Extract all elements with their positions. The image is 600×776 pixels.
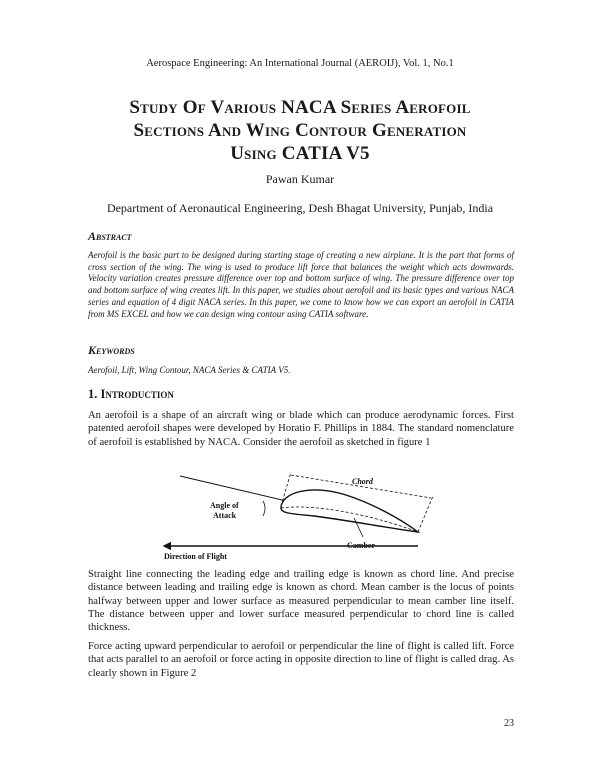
abstract-text: Aerofoil is the basic part to be designed during starting stage of creating a new airplane. It is the part that forms of cross section of the wing. The wing is used to produce lift force that balances the weight which acts downwards. Velocity variation creates pressure difference over top and bottom surface of wing. The pressure difference over top and bottom surface of wing creates lift. In this paper, we studies about aerofoil and its basic types and various NACA series and equation of 4 digit NACA series. In this paper, we come to know how we can export an aerofoil in CATIA from MS EXCEL and how we can design wing contour using CATIA software. [88,250,514,319]
title-line-2: Sections And Wing Contour Generation [133,120,467,141]
running-header: Aerospace Engineering: An International Journal (AEROIJ), Vol. 1, No.1 [146,58,454,69]
aerofoil-shape [281,490,418,532]
page-number: 23 [504,718,514,729]
keywords-heading: Keywords [88,343,135,357]
chord-trailing-marker [418,496,433,532]
intro-paragraph-2: Straight line connecting the leading edge and trailing edge is known as chord line. And precise distance between leading and trailing edge is known as chord. Mean camber is the locus of points halfway between upper and lower surface as measured perpendicular to mean camber line itself. The distance between upper and lower surface measured perpendicular to chord line is called thickness. [88,569,514,634]
paper-title [60,96,540,165]
label-angle-line1: Angle of [210,501,239,510]
label-chord: Chord [352,477,373,486]
introduction-heading: 1. Introduction [88,387,174,401]
label-direction-of-flight: Direction of Flight [164,552,227,561]
keywords-text: Aerofoil, Lift, Wing Contour, NACA Series & CATIA V5. [88,365,291,375]
angle-of-attack-arc [263,501,265,516]
title-line-1: Study Of Various NACA Series Aerofoil [129,97,471,118]
intro-paragraph-1: An aerofoil is a shape of an aircraft wing or blade which can produce aerodynamic forces. First patented aerofoil shapes were developed by Horatio F. Phillips in 1884. The standard nomenclature of aerofoil is established by NACA. Consider the aerofoil as sketched in figure 1 [88,410,514,448]
author-affiliation: Department of Aeronautical Engineering, Desh Bhagat University, Punjab, India [106,201,494,215]
label-camber: Camber [347,541,375,550]
label-angle-line2: Attack [213,511,237,520]
author-name: Pawan Kumar [265,172,335,186]
intro-paragraph-3: Force acting upward perpendicular to aerofoil or perpendicular the line of flight is called lift. Force that acts parallel to an aerofoil or force acting in opposite direction to line of flight is called drag. As clearly shown in Figure 2 [88,641,514,679]
aerofoil-diagram [150,468,450,562]
abstract-heading: Abstract [88,229,132,243]
aerofoil-figure [150,468,450,562]
title-line-3: Using CATIA V5 [230,143,370,164]
